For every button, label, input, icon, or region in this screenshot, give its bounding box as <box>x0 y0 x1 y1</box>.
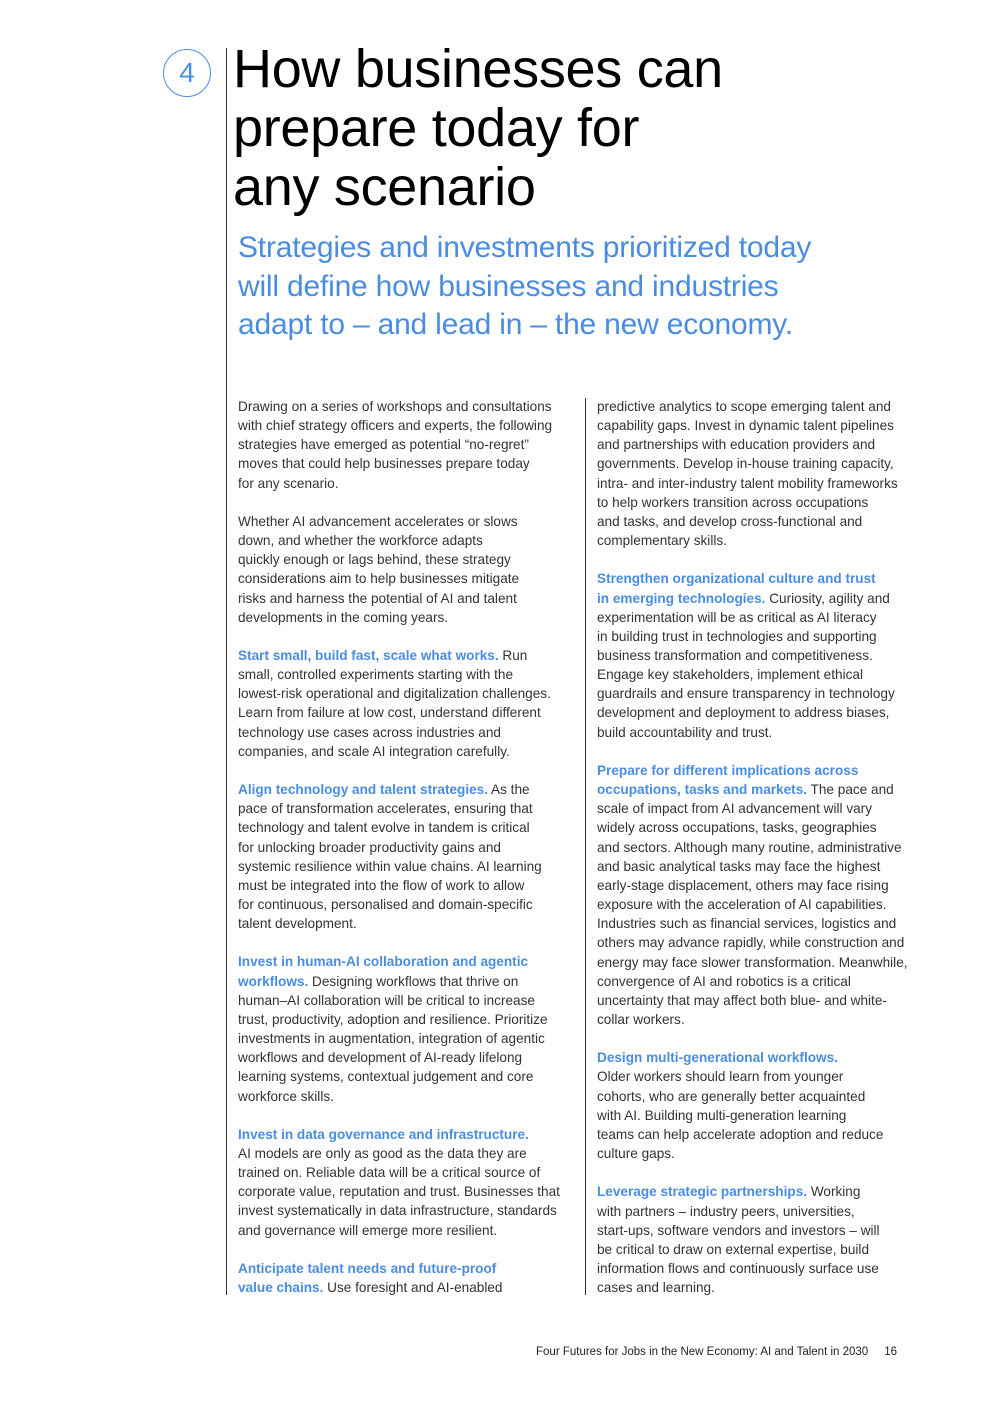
strategy-anticipate-talent <box>238 1259 578 1297</box>
strategy-heading: Anticipate talent needs and future-proof <box>238 1260 497 1276</box>
text-fragment: As the <box>488 782 530 798</box>
text-line: invest systematically in data infrastructure, standards <box>238 1203 557 1219</box>
text-line: experimentation will be as critical as AI literacy <box>597 609 877 625</box>
text-line: with chief strategy officers and experts, the following <box>238 418 553 434</box>
strategy-human-ai-collaboration <box>238 952 578 1105</box>
text-line: in building trust in technologies and supporting <box>597 628 877 644</box>
text-line: Industries such as financial services, logistics and <box>597 916 897 932</box>
title-line: any scenario <box>233 157 536 217</box>
text-line: information flows and continuously surface use <box>597 1260 879 1276</box>
text-line: Drawing on a series of workshops and consultations <box>238 399 552 414</box>
text-line: business transformation and competitiveness. <box>597 648 873 664</box>
text-line: workflows and development of AI-ready lifelong <box>238 1050 523 1066</box>
strategy-partnerships <box>597 1182 937 1297</box>
text-line: Learn from failure at low cost, understand different <box>238 705 541 721</box>
strategy-implications <box>597 761 937 1029</box>
text-line: considerations aim to help businesses mitigate <box>238 571 520 587</box>
strategy-heading: Strengthen organizational culture and trust <box>597 571 876 587</box>
text-line <box>238 646 578 665</box>
text-line: pace of transformation accelerates, ensuring that <box>238 801 533 817</box>
subtitle-line: adapt to – and lead in – the new economy. <box>238 308 793 341</box>
strategy-heading: Start small, build fast, scale what works. <box>238 648 499 663</box>
strategy-heading: value chains. <box>238 1280 324 1296</box>
subtitle-line: Strategies and investments prioritized today <box>238 231 812 264</box>
text-line: for unlocking broader productivity gains and <box>238 839 501 855</box>
text-line: capability gaps. Invest in dynamic talent pipelines <box>597 418 894 434</box>
text-line: guardrails and ensure transparency in technology <box>597 686 895 702</box>
text-fragment: Run <box>498 648 528 663</box>
text-line: early-stage displacement, others may face rising <box>597 877 889 893</box>
text-line: trust, productivity, adoption and resilience. Prioritize <box>238 1011 548 1027</box>
text-line: technology use cases across industries and <box>238 724 501 740</box>
text-fragment: Use foresight and AI-enabled <box>323 1280 503 1296</box>
text-line: learning systems, contextual judgement and core <box>238 1069 534 1085</box>
text-line: moves that could help businesses prepare today <box>238 456 530 472</box>
page-footer <box>536 1346 897 1358</box>
text-line: for continuous, personalised and domain-specific <box>238 897 533 913</box>
strategy-heading: occupations, tasks and markets. <box>597 782 808 798</box>
text-line <box>597 589 937 608</box>
text-line: start-ups, software vendors and investors – will <box>597 1222 880 1238</box>
strategy-heading: Invest in data governance and infrastructure. <box>238 1126 529 1142</box>
text-line: risks and harness the potential of AI and talent <box>238 590 517 606</box>
text-line: companies, and scale AI integration carefully. <box>238 743 510 759</box>
text-line: predictive analytics to scope emerging talent and <box>597 399 891 414</box>
text-line: trained on. Reliable data will be a critical source of <box>238 1165 541 1181</box>
text-fragment: Designing workflows that thrive on <box>308 973 519 989</box>
text-line: cases and learning. <box>597 1280 715 1296</box>
strategy-align <box>238 780 578 933</box>
text-line: corporate value, reputation and trust. Businesses that <box>238 1184 560 1200</box>
text-line: with partners – industry peers, universities, <box>597 1203 855 1219</box>
text-line: energy may face slower transformation. Meanwhile, <box>597 954 908 970</box>
text-fragment: Curiosity, agility and <box>765 590 890 606</box>
text-line: complementary skills. <box>597 533 727 549</box>
text-line: collar workers. <box>597 1011 685 1027</box>
strategy-heading: in emerging technologies. <box>597 590 766 606</box>
text-line: small, controlled experiments starting with the <box>238 667 514 683</box>
text-line: must be integrated into the flow of work to allow <box>238 877 525 893</box>
text-line: for any scenario. <box>238 475 339 491</box>
text-line: convergence of AI and robotics is a critical <box>597 973 851 989</box>
title-divider-rule <box>226 48 227 1295</box>
right-column <box>597 397 937 1316</box>
strategy-anticipate-continued <box>597 397 937 550</box>
text-line: governments. Develop in-house training capacity, <box>597 456 894 472</box>
strategy-heading: workflows. <box>238 973 309 989</box>
text-line: AI models are only as good as the data they are <box>238 1146 527 1162</box>
strategy-heading: Leverage strategic partnerships. <box>597 1184 808 1200</box>
context-paragraph <box>238 512 578 627</box>
strategy-culture-trust <box>597 569 937 741</box>
text-line: Engage key stakeholders, implement ethical <box>597 667 863 683</box>
text-line: Older workers should learn from younger <box>597 1069 844 1085</box>
text-fragment: The pace and <box>807 782 894 798</box>
text-line: scale of impact from AI advancement will vary <box>597 801 873 817</box>
title-line: prepare today for <box>233 98 640 158</box>
text-line: intra- and inter-industry talent mobility frameworks <box>597 475 898 491</box>
text-line: development and deployment to address biases, <box>597 705 890 721</box>
page-title <box>233 40 913 217</box>
text-line: and basic analytical tasks may face the highest <box>597 858 881 874</box>
chapter-number-badge: 4 <box>163 49 211 97</box>
text-line: Whether AI advancement accelerates or slows <box>238 513 518 529</box>
text-fragment: Working <box>807 1184 861 1200</box>
text-line: human–AI collaboration will be critical to increase <box>238 992 535 1008</box>
text-line: build accountability and trust. <box>597 724 773 740</box>
text-line <box>597 780 937 799</box>
text-line: and sectors. Although many routine, administrative <box>597 839 902 855</box>
text-line: widely across occupations, tasks, geographies <box>597 820 877 836</box>
text-line: uncertainty that may affect both blue- and white- <box>597 992 887 1008</box>
text-line: down, and whether the workforce adapts <box>238 533 483 549</box>
footer-report-title: Four Futures for Jobs in the New Economy: AI and Talent in 2030 <box>536 1346 869 1358</box>
text-line <box>238 972 578 991</box>
text-line: cohorts, who are generally better acquainted <box>597 1088 866 1104</box>
strategy-heading: Align technology and talent strategies. <box>238 782 489 798</box>
title-line: How businesses can <box>233 39 723 99</box>
text-line: workforce skills. <box>238 1088 334 1104</box>
text-line: others may advance rapidly, while construction and <box>597 935 905 951</box>
page-subtitle <box>238 229 938 345</box>
left-column <box>238 397 578 1316</box>
text-line <box>597 1182 937 1201</box>
strategy-start-small <box>238 646 578 761</box>
strategy-data-governance <box>238 1125 578 1240</box>
text-line <box>238 1278 578 1297</box>
text-line: and tasks, and develop cross-functional and <box>597 513 863 529</box>
text-line: strategies have emerged as potential “no-regret” <box>238 437 529 453</box>
strategy-multigenerational <box>597 1048 937 1163</box>
text-line: talent development. <box>238 916 357 932</box>
text-line: to help workers transition across occupations <box>597 494 869 510</box>
strategy-heading: Invest in human-AI collaboration and agentic <box>238 954 529 970</box>
strategy-heading: Prepare for different implications across <box>597 762 859 778</box>
text-line: teams can help accelerate adoption and reduce <box>597 1126 884 1142</box>
text-line: exposure with the acceleration of AI capabilities. <box>597 897 887 913</box>
text-line: be critical to draw on external expertise, build <box>597 1241 870 1257</box>
strategy-heading: Design multi-generational workflows. <box>597 1050 838 1066</box>
text-line: quickly enough or lags behind, these strategy <box>238 552 511 568</box>
text-line: developments in the coming years. <box>238 609 449 625</box>
text-line: investments in augmentation, integration of agentic <box>238 1031 545 1047</box>
column-divider-rule <box>585 398 586 1295</box>
text-line: lowest-risk operational and digitalization challenges. <box>238 686 551 702</box>
text-line: culture gaps. <box>597 1146 675 1162</box>
text-line: and governance will emerge more resilient. <box>238 1222 498 1238</box>
subtitle-line: will define how businesses and industries <box>238 269 779 303</box>
text-line: and partnerships with education providers and <box>597 437 876 453</box>
text-line: with AI. Building multi-generation learning <box>597 1107 847 1123</box>
intro-paragraph <box>238 397 578 493</box>
text-line: technology and talent evolve in tandem is critical <box>238 820 530 836</box>
page-number: 16 <box>884 1346 897 1358</box>
text-line <box>238 780 578 799</box>
text-line: systemic resilience within value chains. AI learning <box>238 858 542 874</box>
